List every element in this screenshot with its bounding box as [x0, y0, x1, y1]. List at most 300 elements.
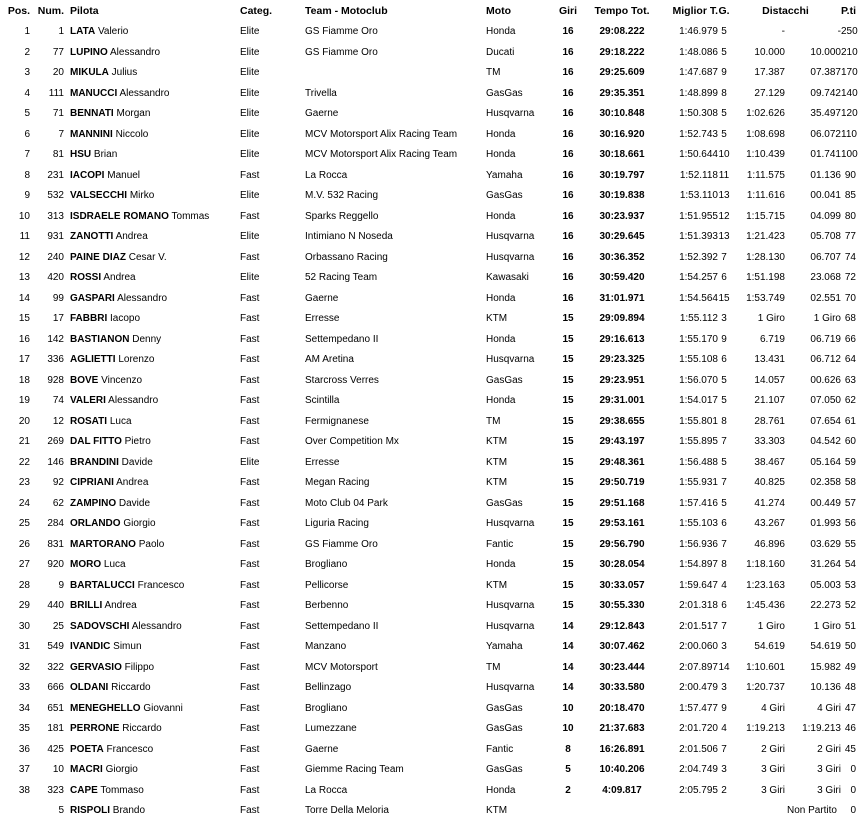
cell-tempo: 21:37.683: [599, 723, 645, 735]
cell-g: 3: [721, 764, 727, 776]
cell-num: 920: [47, 559, 64, 571]
cell-giri: 14: [562, 661, 574, 673]
cell-pilota: [64, 329, 240, 350]
cell-punti: 51: [844, 620, 856, 632]
cell-categ: Fast: [240, 436, 260, 448]
cell-miglior: 1:48.899: [679, 87, 718, 99]
cell-punti: 70: [844, 292, 856, 304]
rider-name: Julius: [111, 67, 138, 79]
cell-moto: KTM: [486, 477, 508, 489]
rider-surname: ZAMPINO: [70, 497, 117, 509]
cell-g: 7: [721, 477, 727, 489]
cell-categ: Fast: [240, 682, 260, 694]
cell-num: 322: [47, 661, 64, 673]
cell-punti: 55: [844, 538, 856, 550]
cell-distacco-primo: 17.387: [754, 67, 785, 79]
rider-name: Brian: [93, 149, 118, 161]
cell-moto: GasGas: [486, 87, 523, 99]
cell-pilota: [64, 657, 240, 678]
rider-name: Alessandro: [131, 620, 182, 632]
cell-moto: TM: [486, 67, 501, 79]
cell-punti: 45: [844, 743, 856, 755]
cell-tempo: 4:09.817: [602, 784, 642, 796]
cell-moto: GasGas: [486, 190, 523, 202]
cell-team: Settempedano II: [305, 333, 379, 345]
rider-surname: ROSATI: [70, 415, 108, 427]
table-row: [0, 760, 858, 781]
rider-name: Alessandro: [117, 292, 168, 304]
cell-distacco-primo: 1:19.213: [746, 723, 785, 735]
cell-miglior: 1:56.070: [679, 374, 718, 386]
cell-punti: 47: [844, 702, 856, 714]
cell-pos: 33: [18, 682, 30, 694]
cell-miglior: 2:01.720: [679, 723, 718, 735]
cell-punti: 72: [844, 272, 856, 284]
cell-moto: Honda: [486, 210, 516, 222]
cell-pilota: [64, 411, 240, 432]
cell-categ: Fast: [240, 723, 260, 735]
cell-pos: 23: [18, 477, 30, 489]
cell-distacco-prec: 04.542: [810, 436, 841, 448]
header-giri: Giri: [558, 5, 578, 17]
cell-categ: Fast: [240, 333, 260, 345]
cell-miglior: 2:01.506: [679, 743, 718, 755]
cell-miglior: 2:07.897: [679, 661, 718, 673]
cell-categ: Fast: [240, 620, 260, 632]
cell-miglior: 2:00.479: [679, 682, 718, 694]
cell-categ: Fast: [240, 477, 260, 489]
cell-num: 425: [47, 743, 64, 755]
cell-tempo: 29:12.843: [599, 620, 645, 632]
cell-miglior: 1:55.895: [679, 436, 718, 448]
cell-giri: 15: [562, 579, 574, 591]
cell-punti: 53: [844, 579, 856, 591]
cell-miglior: 1:52.118: [679, 169, 718, 181]
cell-pilota: [64, 309, 240, 330]
cell-tempo: 29:25.609: [599, 67, 645, 79]
cell-distacco-prec: 01.993: [810, 518, 841, 530]
cell-pos: 24: [18, 497, 30, 509]
cell-team: Gaerne: [305, 292, 339, 304]
cell-team: Torre Della Meloria: [305, 805, 389, 817]
cell-distacco-prec: 06.707: [810, 251, 841, 263]
cell-pilota: [64, 206, 240, 227]
rider-surname: SADOVSCHI: [70, 620, 130, 632]
cell-g: 5: [721, 456, 727, 468]
cell-moto: Honda: [486, 784, 516, 796]
rider-surname: MENEGHELLO: [70, 702, 141, 714]
cell-moto: Fantic: [486, 743, 514, 755]
cell-moto: Husqvarna: [486, 518, 535, 530]
cell-categ: Fast: [240, 702, 260, 714]
cell-tempo: 10:40.206: [599, 764, 645, 776]
cell-team: Intimiano N Noseda: [305, 231, 393, 243]
cell-moto: Fantic: [486, 538, 514, 550]
table-row: [0, 780, 858, 801]
cell-g: 5: [721, 497, 727, 509]
rider-name: Giovanni: [143, 702, 183, 714]
cell-num: 231: [47, 169, 64, 181]
cell-miglior: 1:56.936: [679, 538, 718, 550]
cell-categ: Fast: [240, 559, 260, 571]
cell-tempo: 30:29.645: [599, 231, 645, 243]
cell-moto: Kawasaki: [486, 272, 529, 284]
cell-num: 5: [58, 805, 64, 817]
rider-name: Denny: [132, 333, 162, 345]
rider-surname: AGLIETTI: [70, 354, 116, 366]
cell-moto: Ducati: [486, 46, 515, 58]
cell-team: Settempedano II: [305, 620, 379, 632]
cell-punti: 46: [844, 723, 856, 735]
cell-g: 2: [721, 784, 727, 796]
cell-distacco-prec: 10.000: [810, 46, 841, 58]
rider-name: Tommaso: [100, 784, 144, 796]
cell-distacco-primo: 1:20.737: [746, 682, 785, 694]
rider-surname: MANNINI: [70, 128, 113, 140]
cell-tempo: 30:33.057: [599, 579, 645, 591]
cell-distacco-prec: 03.629: [810, 538, 841, 550]
cell-g: 7: [721, 436, 727, 448]
cell-miglior: 1:50.308: [679, 108, 718, 120]
cell-pos: 17: [18, 354, 30, 366]
cell-giri: 16: [562, 46, 574, 58]
cell-pilota: [64, 514, 240, 535]
cell-distacco-prec: 1 Giro: [813, 620, 841, 632]
cell-giri: 8: [565, 743, 571, 755]
cell-pilota: [64, 575, 240, 596]
rider-surname: RISPOLI: [70, 805, 111, 817]
cell-distacco-prec: 01.741: [810, 149, 841, 161]
cell-num: 440: [47, 600, 64, 612]
cell-tempo: 29:51.168: [599, 497, 645, 509]
rider-surname: PERRONE: [70, 723, 120, 735]
cell-team: Scintilla: [305, 395, 340, 407]
cell-g: 15: [718, 292, 730, 304]
cell-punti: 62: [844, 395, 856, 407]
cell-tempo: 30:16.920: [599, 128, 645, 140]
cell-pilota: [64, 227, 240, 248]
cell-team: MCV Motorsport Alix Racing Team: [305, 128, 458, 140]
cell-miglior: 1:55.170: [679, 333, 718, 345]
cell-g: 5: [721, 108, 727, 120]
cell-pos: [0, 801, 30, 822]
cell-miglior: 1:47.687: [679, 67, 718, 79]
cell-categ: Fast: [240, 661, 260, 673]
cell-miglior: 2:01.318: [679, 600, 718, 612]
cell-punti: 210: [841, 46, 858, 58]
cell-giri: 10: [562, 702, 574, 714]
cell-giri: 14: [562, 620, 574, 632]
cell-num: 142: [47, 333, 64, 345]
cell-pos: 15: [18, 313, 30, 325]
cell-team: La Rocca: [305, 784, 348, 796]
table-row: [0, 83, 858, 104]
cell-pos: 18: [18, 374, 30, 386]
cell-tempo: 29:48.361: [599, 456, 645, 468]
cell-num: 92: [52, 477, 64, 489]
rider-surname: BARTALUCCI: [70, 579, 135, 591]
cell-distacco-prec: 54.619: [810, 641, 841, 653]
cell-punti: 100: [841, 149, 858, 161]
header-distacchi: Distacchi: [762, 5, 809, 17]
cell-categ: Elite: [240, 108, 260, 120]
cell-pilota: [64, 145, 240, 166]
cell-miglior: 1:53.110: [679, 190, 718, 202]
cell-distacco-prec: 04.099: [810, 210, 841, 222]
cell-g: 8: [721, 559, 727, 571]
cell-punti: 80: [844, 210, 856, 222]
rider-name: Mirko: [129, 190, 155, 202]
rider-surname: GERVASIO: [70, 661, 122, 673]
header-pilota: Pilota: [70, 5, 99, 17]
cell-distacco-primo: 38.467: [754, 456, 785, 468]
header-punti: P.ti: [841, 5, 856, 17]
cell-distacco-primo: 21.107: [754, 395, 785, 407]
rider-surname: MARTORANO: [70, 538, 136, 550]
cell-miglior: 1:54.017: [679, 395, 718, 407]
cell-pilota: [64, 473, 240, 494]
cell-moto: Yamaha: [486, 641, 523, 653]
cell-categ: Fast: [240, 641, 260, 653]
cell-g: 3: [721, 313, 727, 325]
cell-moto: GasGas: [486, 702, 523, 714]
cell-pos: 38: [18, 784, 30, 796]
cell-pos: 1: [24, 26, 30, 38]
cell-tempo: 29:35.351: [599, 87, 645, 99]
cell-giri: 5: [565, 764, 571, 776]
cell-tempo: 29:23.325: [599, 354, 645, 366]
cell-moto: GasGas: [486, 374, 523, 386]
cell-categ: Elite: [240, 67, 260, 79]
cell-team: Over Competition Mx: [305, 436, 399, 448]
cell-team: La Rocca: [305, 169, 348, 181]
cell-tempo: 29:50.719: [599, 477, 645, 489]
cell-moto: Honda: [486, 26, 516, 38]
table-row: [0, 596, 858, 617]
cell-miglior: 1:55.801: [679, 415, 718, 427]
cell-num: 10: [52, 764, 64, 776]
cell-pos: 34: [18, 702, 30, 714]
cell-distacco-primo: 1:08.698: [746, 128, 785, 140]
header-num: Num.: [37, 5, 64, 17]
cell-pilota: [64, 452, 240, 473]
cell-tempo: 30:10.848: [599, 108, 645, 120]
rider-surname: BRANDINI: [70, 456, 119, 468]
cell-distacco-primo: 13.431: [754, 354, 785, 366]
cell-pos: 16: [18, 333, 30, 345]
rider-surname: VALERI: [70, 395, 106, 407]
cell-giri: 16: [562, 87, 574, 99]
cell-team: M.V. 532 Racing: [305, 190, 379, 202]
cell-miglior: 2:01.517: [679, 620, 718, 632]
cell-pos: 3: [24, 67, 30, 79]
table-row: [0, 391, 858, 412]
cell-pos: 22: [18, 456, 30, 468]
cell-punti: 140: [841, 87, 858, 99]
cell-note: Non Partito: [786, 805, 837, 817]
cell-g: 5: [721, 46, 727, 58]
cell-distacco-primo: 2 Giri: [761, 743, 785, 755]
cell-team: Brogliano: [305, 702, 348, 714]
cell-tempo: 30:23.937: [599, 210, 645, 222]
cell-moto: GasGas: [486, 764, 523, 776]
cell-miglior: 1:52.392: [679, 251, 718, 263]
cell-num: 323: [47, 784, 64, 796]
cell-tempo: 30:36.352: [599, 251, 645, 263]
table-row: [0, 165, 858, 186]
cell-moto: KTM: [486, 456, 508, 468]
cell-moto: GasGas: [486, 723, 523, 735]
cell-punti: 77: [844, 231, 856, 243]
cell-categ: Fast: [240, 415, 260, 427]
cell-tempo: 29:31.001: [599, 395, 645, 407]
cell-distacco-prec: 06.712: [810, 354, 841, 366]
cell-giri: 15: [562, 518, 574, 530]
cell-pilota: [64, 63, 240, 84]
cell-team: Megan Racing: [305, 477, 370, 489]
cell-distacco-primo: 1:10.439: [746, 149, 785, 161]
cell-moto: KTM: [486, 436, 508, 448]
cell-giri: 15: [562, 559, 574, 571]
cell-pos: 10: [18, 210, 30, 222]
rider-name: Paolo: [138, 538, 165, 550]
cell-distacco-prec: 22.273: [810, 600, 841, 612]
cell-team: GS Fiamme Oro: [305, 46, 378, 58]
cell-punti: 49: [844, 661, 856, 673]
cell-punti: 90: [844, 169, 856, 181]
cell-giri: 15: [562, 538, 574, 550]
cell-pilota: [64, 186, 240, 207]
cell-num: 12: [52, 415, 64, 427]
cell-team: Sparks Reggello: [305, 210, 379, 222]
cell-pos: 21: [18, 436, 30, 448]
rider-name: Lorenzo: [118, 354, 155, 366]
cell-num: 71: [52, 108, 64, 120]
cell-punti: 50: [844, 641, 856, 653]
rider-name: Andrea: [104, 600, 137, 612]
cell-pos: 35: [18, 723, 30, 735]
cell-g: 14: [718, 661, 730, 673]
cell-punti: 66: [844, 333, 856, 345]
cell-distacco-prec: 05.003: [810, 579, 841, 591]
cell-moto: TM: [486, 415, 501, 427]
cell-distacco-primo: 1:45.436: [746, 600, 785, 612]
cell-distacco-primo: 1:11.575: [746, 169, 785, 181]
cell-miglior: 1:51.955: [679, 210, 718, 222]
cell-team: Orbassano Racing: [305, 251, 388, 263]
cell-num: 549: [47, 641, 64, 653]
cell-distacco-primo: 1 Giro: [757, 313, 785, 325]
cell-giri: 15: [562, 313, 574, 325]
cell-moto: Husqvarna: [486, 231, 535, 243]
cell-distacco-primo: -: [781, 26, 785, 38]
cell-g: 5: [721, 26, 727, 38]
cell-pos: 2: [24, 46, 30, 58]
cell-distacco-prec: 05.708: [810, 231, 841, 243]
table-row: [0, 186, 858, 207]
cell-miglior: 1:55.108: [679, 354, 718, 366]
cell-g: 11: [718, 169, 730, 181]
cell-pilota: [64, 22, 240, 42]
cell-team: Berbenno: [305, 600, 349, 612]
table-row: [0, 63, 858, 84]
cell-pilota: [64, 350, 240, 371]
cell-categ: Elite: [240, 231, 260, 243]
cell-categ: Elite: [240, 456, 260, 468]
cell-punti: 170: [841, 67, 858, 79]
table-row: [0, 288, 858, 309]
cell-punti: 85: [844, 190, 856, 202]
table-row: [0, 42, 858, 63]
table-row: [0, 555, 858, 576]
cell-g: 9: [721, 67, 727, 79]
cell-pos: 36: [18, 743, 30, 755]
cell-miglior: 1:59.647: [679, 579, 718, 591]
cell-pos: 28: [18, 579, 30, 591]
rider-surname: ORLANDO: [70, 518, 121, 530]
cell-punti: 61: [844, 415, 856, 427]
cell-tempo: 20:18.470: [599, 702, 645, 714]
cell-pos: 4: [24, 87, 30, 99]
cell-g: 7: [721, 251, 727, 263]
cell-distacco-primo: 1 Giro: [757, 620, 785, 632]
cell-moto: Husqvarna: [486, 108, 535, 120]
cell-tempo: 29:08.222: [599, 26, 645, 38]
cell-team: Pellicorse: [305, 579, 349, 591]
cell-categ: Fast: [240, 292, 260, 304]
rider-name: Vincenzo: [101, 374, 143, 386]
cell-distacco-prec: 05.164: [810, 456, 841, 468]
cell-categ: Fast: [240, 518, 260, 530]
cell-num: 20: [52, 67, 64, 79]
cell-moto: Husqvarna: [486, 354, 535, 366]
cell-moto: GasGas: [486, 497, 523, 509]
cell-g: 5: [721, 128, 727, 140]
cell-g: 6: [721, 354, 727, 366]
cell-distacco-prec: 3 Giri: [817, 764, 841, 776]
cell-moto: Honda: [486, 559, 516, 571]
table-row: [0, 493, 858, 514]
cell-num: 111: [48, 87, 64, 99]
rider-surname: PAINE DIAZ: [70, 251, 126, 263]
cell-moto: Husqvarna: [486, 682, 535, 694]
cell-pilota: [64, 616, 240, 637]
cell-pilota: [64, 637, 240, 658]
cell-punti: 74: [844, 251, 856, 263]
cell-pos: 25: [18, 518, 30, 530]
cell-num: 651: [47, 702, 64, 714]
table-row: [0, 801, 858, 822]
cell-categ: Fast: [240, 743, 260, 755]
cell-distacco-prec: 01.136: [810, 169, 841, 181]
cell-g: 13: [718, 231, 730, 243]
cell-team: [305, 63, 486, 84]
table-row: [0, 514, 858, 535]
header-row: [0, 0, 858, 22]
cell-giri: 10: [562, 723, 574, 735]
rider-surname: VALSECCHI: [70, 190, 128, 202]
table-row: [0, 329, 858, 350]
cell-giri: 16: [562, 108, 574, 120]
cell-miglior: 1:48.086: [679, 46, 718, 58]
cell-giri: 15: [562, 415, 574, 427]
cell-distacco-primo: 46.896: [754, 538, 785, 550]
rider-name: Andrea: [103, 272, 136, 284]
rider-surname: LUPINO: [70, 46, 108, 58]
cell-team: Trivella: [305, 87, 337, 99]
cell-team: Starcross Verres: [305, 374, 379, 386]
cell-num: 420: [47, 272, 64, 284]
